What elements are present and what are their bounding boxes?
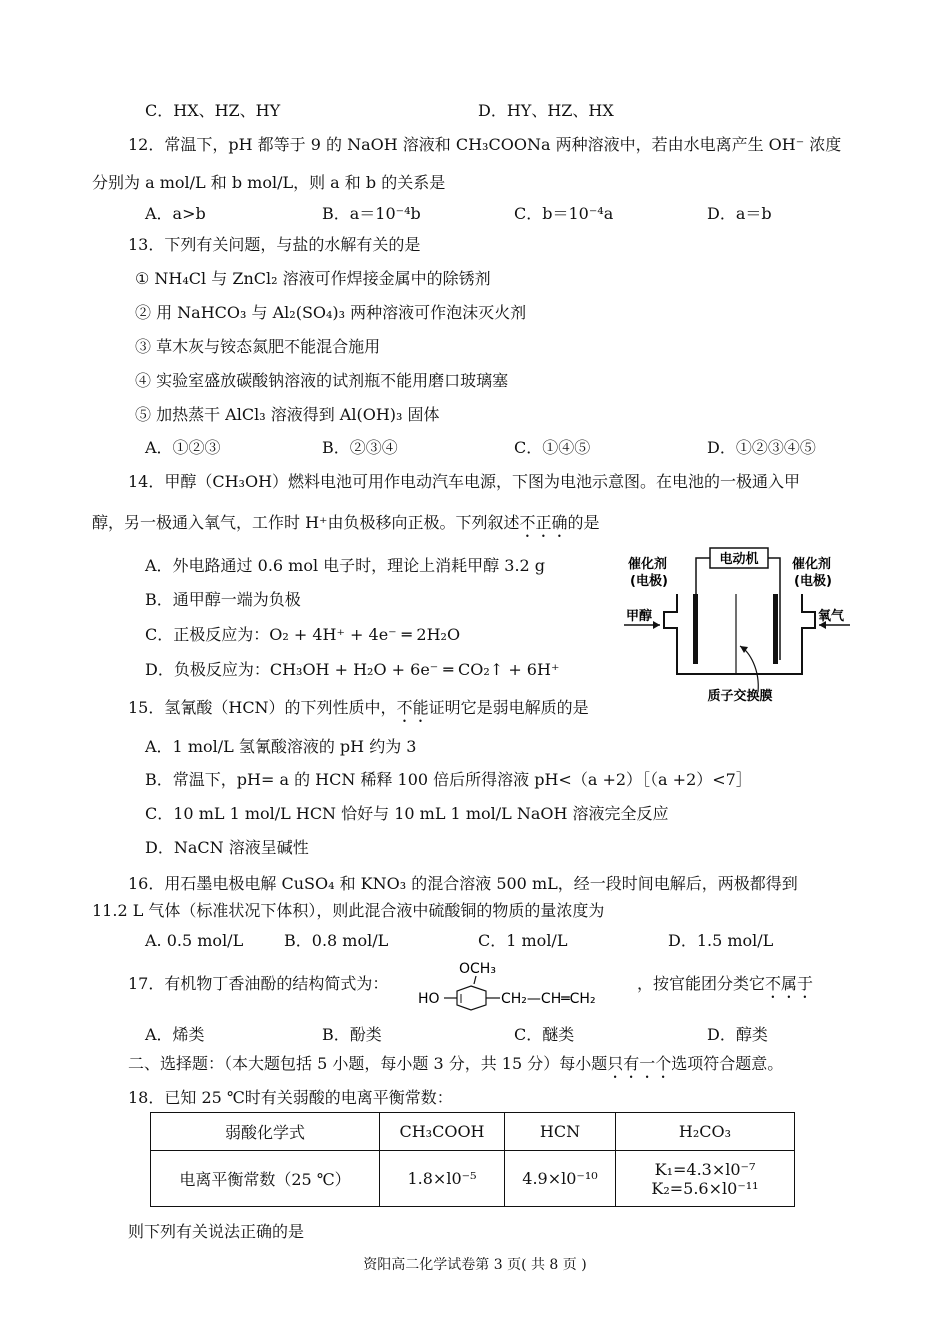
q15-stem-c: 证明它是弱电解质的是 — [428, 698, 589, 717]
q16-option-a: A. 0.5 mol/L — [145, 931, 244, 950]
q15-emphasis: 不能 — [396, 698, 429, 717]
table-header-row — [151, 1113, 795, 1151]
oxygen-label: 氧气 — [818, 609, 845, 624]
q13-option-a: A．①②③ — [145, 438, 221, 457]
table-cell-hcn: 4.9×l0⁻¹⁰ — [505, 1151, 616, 1207]
membrane-label: 质子交换膜 — [707, 689, 773, 704]
q15-stem — [128, 697, 589, 726]
table-header-acid: 弱酸化学式 — [151, 1113, 380, 1151]
electrode-right-label: (电极) — [794, 574, 832, 589]
q12-option-d: D．a＝b — [707, 204, 772, 223]
q16-option-c: C．1 mol/L — [478, 931, 568, 950]
q15-stem-a: 15．氢氰酸（HCN）的下列性质中， — [128, 698, 397, 717]
q15-option-a: A．1 mol/L 氢氰酸溶液的 pH 约为 3 — [145, 737, 417, 756]
q16-option-b: B．0.8 mol/L — [284, 931, 389, 950]
q14-emphasis: 不正确 — [519, 513, 568, 532]
ionization-constant-table — [150, 1112, 795, 1207]
q14-stem-line2 — [92, 512, 600, 541]
q11-option-d: D．HY、HZ、HX — [478, 101, 614, 120]
q18-stem: 18．已知 25 ℃时有关弱酸的电离平衡常数： — [128, 1088, 453, 1107]
q13-item-4: ④ 实验室盛放碳酸钠溶液的试剂瓶不能用磨口玻璃塞 — [135, 371, 509, 390]
methanol-arrowhead — [653, 621, 660, 629]
q14-stem-line1: 14．甲醇（CH₃OH）燃料电池可用作电动汽车电源，下图为电池示意图。在电池的一极通入甲 — [128, 472, 801, 491]
eugenol-structure — [416, 958, 636, 1016]
fuel-cell-diagram — [622, 540, 852, 710]
table-cell-k2: K₂=5.6×l0⁻¹¹ — [651, 1178, 759, 1198]
catalyst-right-label: 催化剂 — [792, 557, 832, 572]
page-footer: 资阳高二化学试卷第 3 页( 共 8 页 ) — [363, 1257, 587, 1273]
q13-item-2: ② 用 NaHCO₃ 与 Al₂(SO₄)₃ 两种溶液可作泡沫灭火剂 — [135, 303, 527, 322]
q17-emphasis: 不属于 — [765, 974, 814, 993]
q17-stem-b-text: ，按官能团分类它 — [637, 974, 766, 993]
q12-option-c: C．b＝10⁻⁴a — [514, 204, 614, 223]
q12-stem-line1: 12．常温下，pH 都等于 9 的 NaOH 溶液和 CH₃COONa 两种溶液中，若由水电离产生 OH⁻ 浓度 — [128, 135, 842, 154]
electrode-left — [693, 594, 698, 664]
methanol-label: 甲醇 — [626, 609, 653, 624]
table-cell-ch3cooh: 1.8×l0⁻⁵ — [380, 1151, 505, 1207]
q13-item-3: ③ 草木灰与铵态氮肥不能混合施用 — [135, 337, 381, 356]
section-2-heading — [128, 1053, 783, 1082]
q18-after: 则下列有关说法正确的是 — [128, 1222, 305, 1241]
q15-option-c: C．10 mL 1 mol/L HCN 恰好与 10 mL 1 mol/L NaOH 溶液完全反应 — [145, 804, 669, 823]
q17-option-a: A．烯类 — [145, 1025, 205, 1044]
methoxy-group: OCH₃ — [459, 961, 496, 977]
q12-option-a: A．a>b — [145, 204, 206, 223]
q14-option-d: D．负极反应为：CH₃OH + H₂O + 6e⁻ ═ CO₂↑ + 6H⁺ — [145, 660, 560, 679]
motor-label: 电动机 — [719, 552, 759, 567]
methoxy-bond — [474, 976, 476, 984]
membrane-pointer — [740, 646, 758, 692]
q16-stem-line1: 16．用石墨电极电解 CuSO₄ 和 KNO₃ 的混合溶液 500 mL，经一段时间电解后，两极都得到 — [128, 874, 798, 893]
q13-option-c: C．①④⑤ — [514, 438, 591, 457]
table-row — [151, 1151, 795, 1207]
q16-stem-line2: 11.2 L 气体（标准状况下体积），则此混合液中硫酸铜的物质的量浓度为 — [92, 901, 605, 920]
table-header-h2co3: H₂CO₃ — [616, 1113, 795, 1151]
q14-stem-line2-c: 的是 — [567, 513, 600, 532]
q17-stem-a: 17．有机物丁香油酚的结构简式为： — [128, 974, 389, 993]
q13-option-d: D．①②③④⑤ — [707, 438, 816, 457]
hydroxyl-group: HO — [418, 991, 440, 1007]
q14-stem-line2-a: 醇，另一极通入氧气，工作时 H⁺由负极移向正极。下列叙述 — [92, 513, 520, 532]
electrode-right — [773, 594, 778, 664]
q13-item-5: ⑤ 加热蒸干 AlCl₃ 溶液得到 Al(OH)₃ 固体 — [135, 405, 440, 424]
q12-option-b: B．a＝10⁻⁴b — [322, 204, 421, 223]
allyl-chain: CH₂—CH═CH₂ — [501, 991, 596, 1007]
q11-option-c: C．HX、HZ、HY — [145, 101, 281, 120]
q13-stem: 13．下列有关问题，与盐的水解有关的是 — [128, 235, 421, 254]
q17-option-d: D．醇类 — [707, 1025, 768, 1044]
q17-stem-b — [637, 973, 813, 1002]
q15-option-d: D．NaCN 溶液呈碱性 — [145, 838, 309, 857]
q13-item-1: ① NH₄Cl 与 ZnCl₂ 溶液可作焊接金属中的除锈剂 — [135, 269, 491, 288]
section-2-emphasis: 只有一个 — [607, 1054, 672, 1073]
q14-option-b: B．通甲醇一端为负极 — [145, 590, 301, 609]
table-header-hcn: HCN — [505, 1113, 616, 1151]
table-cell-k1: K₁=4.3×l0⁻⁷ — [654, 1159, 756, 1179]
q12-stem-line2: 分别为 a mol/L 和 b mol/L，则 a 和 b 的关系是 — [92, 173, 446, 192]
section-2-text-c: 选项符合题意。 — [671, 1054, 784, 1073]
section-2-text-a: 二、选择题：（本大题包括 5 小题，每小题 3 分，共 15 分）每小题 — [128, 1054, 608, 1073]
q14-option-a: A．外电路通过 0.6 mol 电子时，理论上消耗甲醇 3.2 g — [145, 556, 546, 575]
electrode-left-label: (电极) — [630, 574, 668, 589]
table-cell-h2co3 — [616, 1151, 795, 1207]
q14-option-c: C．正极反应为：O₂ + 4H⁺ + 4e⁻ ═ 2H₂O — [145, 625, 461, 644]
table-row-label: 电离平衡常数（25 ℃） — [151, 1151, 380, 1207]
q15-option-b: B．常温下，pH= a 的 HCN 稀释 100 倍后所得溶液 pH<（a +2）［（a +2）<7］ — [145, 770, 752, 789]
wire — [696, 558, 780, 660]
cell-container — [664, 594, 815, 674]
q17-option-b: B．酚类 — [322, 1025, 382, 1044]
catalyst-left-label: 催化剂 — [628, 557, 668, 572]
q17-option-c: C．醚类 — [514, 1025, 575, 1044]
q13-option-b: B．②③④ — [322, 438, 398, 457]
table-header-ch3cooh: CH₃COOH — [380, 1113, 505, 1151]
q16-option-d: D．1.5 mol/L — [668, 931, 774, 950]
